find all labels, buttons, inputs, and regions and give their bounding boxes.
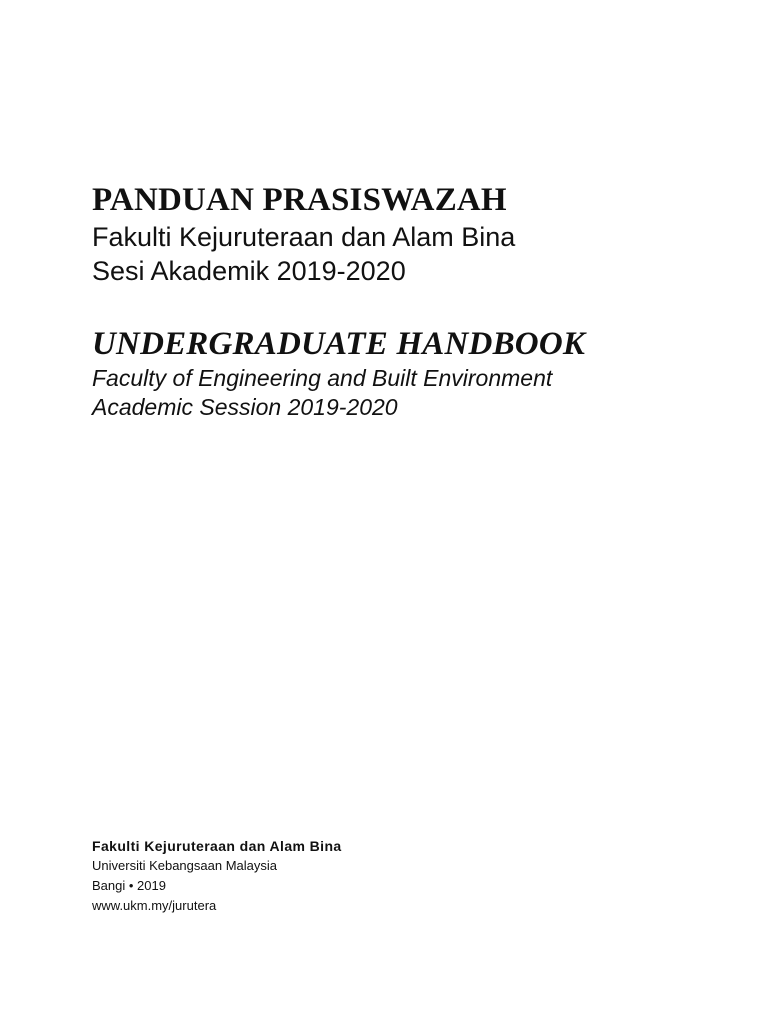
footer-faculty: Fakulti Kejuruteraan dan Alam Bina: [92, 838, 342, 854]
english-title-block: [92, 324, 732, 422]
malay-title-block: [92, 180, 732, 288]
footer-website: www.ukm.my/jurutera: [92, 898, 217, 913]
malay-session: Sesi Akademik 2019-2020: [92, 256, 406, 286]
english-faculty: Faculty of Engineering and Built Environment: [92, 365, 553, 391]
english-title: UNDERGRADUATE HANDBOOK: [92, 326, 586, 362]
malay-faculty: Fakulti Kejuruteraan dan Alam Bina: [92, 222, 516, 252]
footer-university: Universiti Kebangsaan Malaysia: [92, 858, 277, 873]
footer-place-year: Bangi • 2019: [92, 878, 166, 893]
malay-title: PANDUAN PRASISWAZAH: [92, 182, 507, 218]
english-session: Academic Session 2019-2020: [92, 394, 398, 420]
publisher-footer: [92, 836, 592, 916]
